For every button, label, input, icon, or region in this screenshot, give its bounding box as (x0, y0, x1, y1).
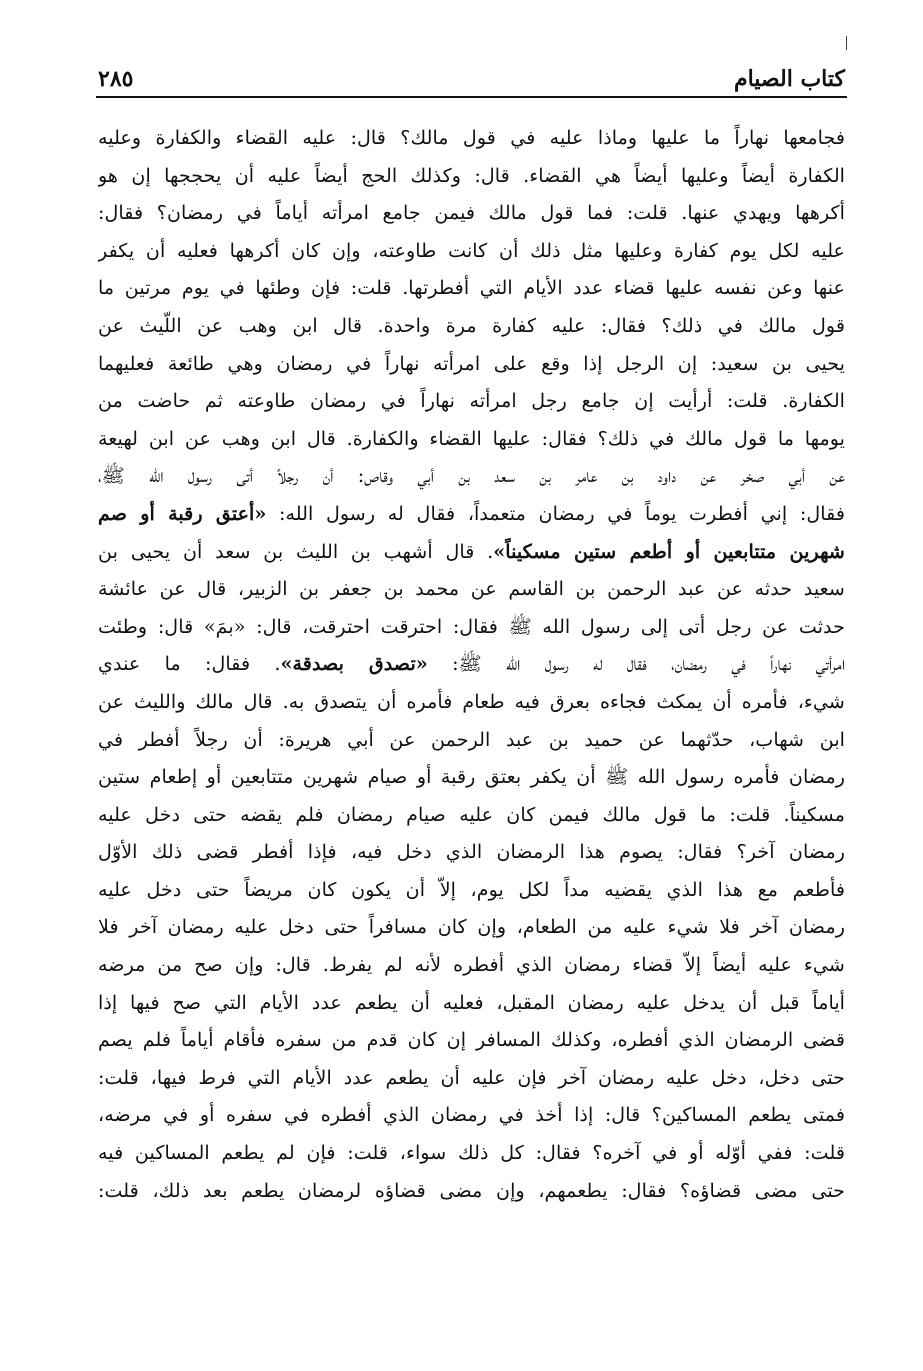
text-line-11-part-a: فقال: إني أفطرت يوماً في رمضان متعمداً، فقال له رسول الله: (266, 501, 845, 525)
text-line-23: شيء عليه أيضاً إلاّ قضاء رمضان الذي أفطره لأنه لم يفرط. قال: وإن صح من مرضه (98, 953, 845, 977)
text-line-26: حتى دخل، دخل عليه رمضان آخر فإن عليه أن يطعم عدد الأيام التي فرط فيها، قلت: (98, 1065, 845, 1089)
text-line-11 (98, 495, 845, 533)
text-line-17: ابن شهاب، حدّثهما عن حميد بن عبد الرحمن عن أبي هريرة: أن رجلاً أفطر في (98, 727, 845, 751)
text-line-15-part-c: . فقال: ما عندي (98, 652, 281, 676)
text-line-15-part-a: امرأتي نهاراً في رمضان، فقال له رسول الله ﷺ: (427, 652, 845, 676)
header-rule (96, 96, 847, 98)
margin-mark (846, 36, 847, 50)
text-line-3: أكرهها ويهدي عنها. قلت: فما قول مالك فيمن جامع امرأته أياماً في رمضان؟ فقال: (98, 201, 845, 225)
text-line-6: قول مالك في ذلك؟ فقال: عليه كفارة مرة واحدة. قال ابن وهب عن اللّيث عن (98, 313, 845, 337)
text-line-29: حتى مضى قضاؤه؟ فقال: يطعمهم، وإن مضى قضاؤه لرمضان يطعم بعد ذلك، قلت: (98, 1178, 845, 1202)
text-line-21: فأطعم مع هذا الذي يقضيه مداً لكل يوم، إلاّ أن يكون كان مريضاً حتى دخل عليه (98, 877, 845, 901)
text-line-25: قضى الرمضان الذي أفطره، وكذلك المسافر إن كان قدم من سفره فأقام أياماً فلم يصم (98, 1028, 845, 1052)
text-line-9: يومها ما قول مالك في ذلك؟ فقال: عليها القضاء والكفارة. قال ابن وهب عن ابن لهيعة (98, 426, 845, 450)
text-line-12 (98, 533, 845, 571)
text-line-12-part-b: . قال أشهب بن الليث بن سعد أن يحيى بن (98, 539, 494, 563)
text-line-1: فجامعها نهاراً ما عليها وماذا عليه في قول مالك؟ قال: عليه القضاء والكفارة وعليه (98, 126, 845, 149)
text-line-19: مسكيناً. قلت: ما قول مالك فيمن كان عليه صيام رمضان فلم يقضه حتى دخل عليه (98, 802, 845, 826)
text-line-15 (98, 645, 845, 683)
text-line-12-quote: شهرين متتابعين أو أطعم ستين مسكيناً» (493, 539, 845, 563)
text-line-13: سعيد حدثه عن عبد الرحمن بن القاسم عن محمد بن جعفر بن الزبير، قال عن عائشة (98, 577, 845, 601)
text-line-7: يحيى بن سعيد: إن الرجل إذا وقع على امرأته نهاراً في رمضان وهي طائعة فعليهما (98, 351, 845, 375)
running-title: كتاب الصيام (733, 66, 845, 92)
text-line-22: رمضان آخر فلا شيء عليه من الطعام، وإن كان مسافراً حتى دخل عليه رمضان آخر فلا (98, 915, 845, 939)
text-line-24: أياماً قبل أن يدخل عليه رمضان المقبل، فعليه أن يطعم عدد الأيام التي صح فيها إذا (98, 990, 845, 1014)
text-line-18: رمضان فأمره رسول الله ﷺ أن يكفر بعتق رقبة أو صيام شهرين متتابعين أو إطعام ستين (98, 765, 845, 789)
text-line-4: عليه لكل يوم كفارة وعليها مثل ذلك أن كانت طاوعته، وإن كان أكرهها فعليه أن يكفر (98, 238, 845, 262)
text-line-10: عن أبي صخر عن داود بن عامر بن سعد بن أبي وقاص: أن رجلاً أتى رسول الله ﷺ، (98, 464, 845, 488)
page-number: ٢٨٥ (98, 66, 134, 92)
text-line-27: فمتى يطعم المساكين؟ قال: إذا أخذ في رمضان الذي أفطره في سفره أو في مرضه، (98, 1103, 845, 1127)
text-line-5: عنها وعن نفسه عليها قضاء عدد الأيام التي أفطرتها. قلت: فإن وطئها في يوم مرتين ما (98, 276, 845, 300)
text-line-15-quote: «تصدق بصدقة» (280, 652, 428, 676)
text-line-16: شيء، فأمره أن يمكث فجاءه بعرق فيه طعام فأمره أن يتصدق به. قال مالك والليث عن (98, 689, 845, 713)
text-line-2: الكفارة أيضاً وعليها أيضاً هي القضاء. قال: وكذلك الحج أيضاً عليه أن يحججها إن هو (98, 163, 845, 187)
body-text (98, 119, 845, 1209)
text-line-8: الكفارة. قلت: أرأيت إن جامع رجل امرأته نهاراً في رمضان طاوعته ثم حاضت من (98, 389, 845, 413)
text-line-14: حدثت عن رجل أتى إلى رسول الله ﷺ فقال: احترقت احترقت، قال: «بمَ» قال: وطئت (98, 614, 845, 638)
text-line-28: قلت: ففي أوّله أو في آخره؟ فقال: كل ذلك سواء، قلت: فإن لم يطعم المساكين فيه (98, 1141, 845, 1165)
text-line-20: رمضان آخر؟ فقال: يصوم هذا الرمضان الذي دخل فيه، فإذا أفطر قضى ذلك الأوّل (98, 840, 845, 864)
text-line-11-quote: «أعتق رقبة أو صم (98, 501, 267, 525)
page-header (98, 58, 845, 94)
